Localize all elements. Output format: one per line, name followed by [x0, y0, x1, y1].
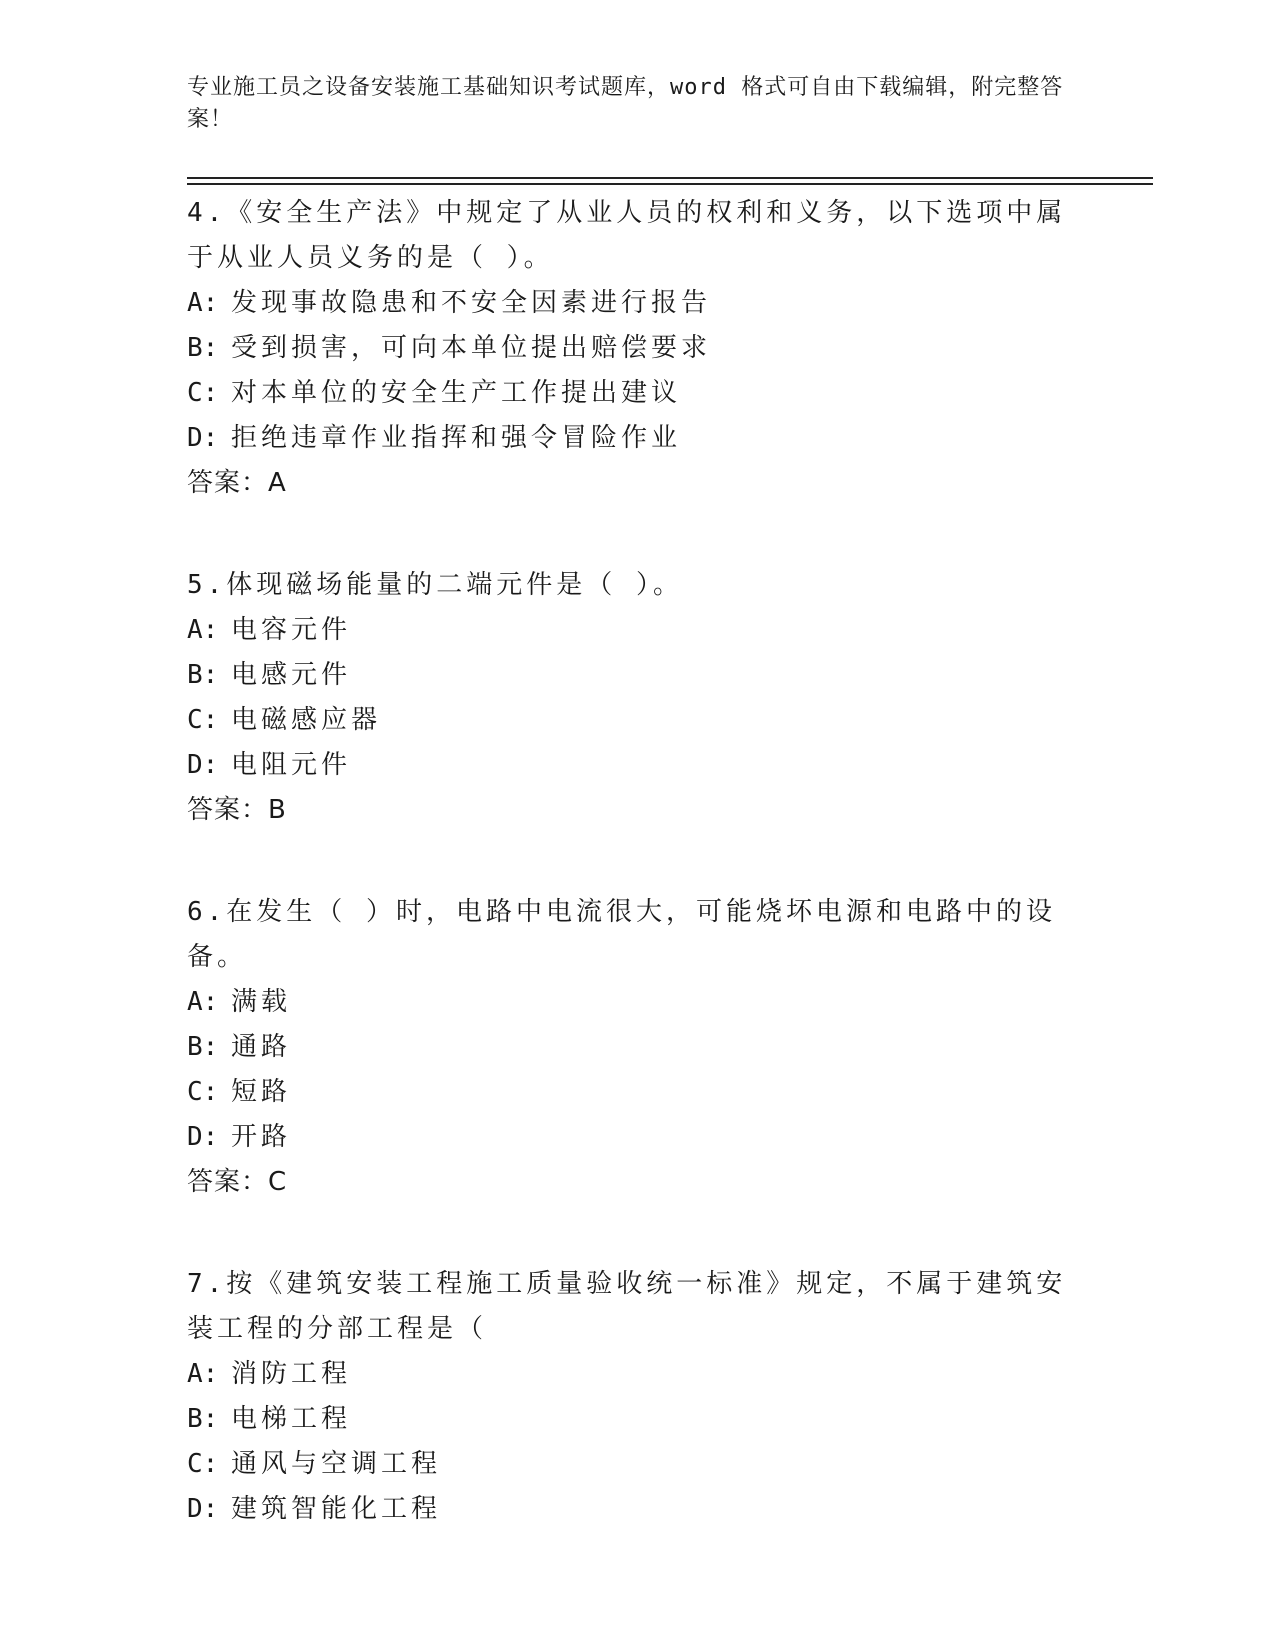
option-text: 拒绝违章作业指挥和强令冒险作业 — [231, 423, 682, 453]
option-letter: C: — [187, 705, 219, 735]
option-letter: D: — [187, 750, 219, 780]
option-letter: A: — [187, 288, 219, 318]
question-text: 5.体现磁场能量的二端元件是（ ）。 — [187, 570, 683, 600]
option-letter: B: — [187, 660, 219, 690]
option-b — [187, 1025, 1087, 1070]
option-letter: A: — [187, 1359, 219, 1389]
option-letter: D: — [187, 423, 219, 453]
option-letter: A: — [187, 987, 219, 1017]
option-b — [187, 1397, 1087, 1442]
option-letter: D: — [187, 1494, 219, 1524]
question-7 — [187, 1262, 1087, 1532]
answer-line: 答案：C — [187, 1167, 288, 1197]
document-header: 专业施工员之设备安装施工基础知识考试题库，word 格式可自由下载编辑，附完整答案！ — [187, 75, 1064, 132]
option-c — [187, 698, 1087, 743]
option-text: 电容元件 — [231, 615, 352, 645]
option-d — [187, 1115, 1087, 1160]
option-text: 通路 — [231, 1032, 292, 1062]
option-a — [187, 1352, 1087, 1397]
option-d — [187, 416, 1087, 461]
option-letter: B: — [187, 1032, 219, 1062]
question-text: 4.《安全生产法》中规定了从业人员的权利和义务，以下选项中属于从业人员义务的是（ ）。 — [187, 198, 1067, 273]
question-text: 6.在发生（ ）时，电路中电流很大，可能烧坏电源和电路中的设备。 — [187, 897, 1056, 972]
option-text: 电梯工程 — [231, 1404, 352, 1434]
option-text: 短路 — [231, 1077, 292, 1107]
option-letter: D: — [187, 1122, 219, 1152]
question-5 — [187, 563, 1087, 833]
option-c — [187, 1070, 1087, 1115]
option-b — [187, 653, 1087, 698]
question-4 — [187, 191, 1087, 506]
option-letter: A: — [187, 615, 219, 645]
option-d — [187, 743, 1087, 788]
question-list — [187, 191, 1087, 1589]
option-text: 电磁感应器 — [231, 705, 382, 735]
question-6 — [187, 890, 1087, 1205]
option-text: 受到损害，可向本单位提出赔偿要求 — [231, 333, 712, 363]
option-text: 对本单位的安全生产工作提出建议 — [231, 378, 682, 408]
option-letter: B: — [187, 1404, 219, 1434]
option-a — [187, 281, 1087, 326]
option-c — [187, 1442, 1087, 1487]
answer-line: 答案：B — [187, 795, 287, 825]
option-c — [187, 371, 1087, 416]
header-rule-bottom — [187, 183, 1153, 185]
option-letter: C: — [187, 378, 219, 408]
option-text: 电感元件 — [231, 660, 352, 690]
option-text: 满载 — [231, 987, 292, 1017]
header-rule-top — [187, 177, 1153, 179]
option-text: 消防工程 — [231, 1359, 352, 1389]
option-text: 电阻元件 — [231, 750, 352, 780]
question-text: 7.按《建筑安装工程施工质量验收统一标准》规定，不属于建筑安装工程的分部工程是（ — [187, 1269, 1067, 1344]
option-d — [187, 1487, 1087, 1532]
option-text: 通风与空调工程 — [231, 1449, 442, 1479]
option-b — [187, 326, 1087, 371]
option-text: 发现事故隐患和不安全因素进行报告 — [231, 288, 712, 318]
option-a — [187, 608, 1087, 653]
option-letter: C: — [187, 1449, 219, 1479]
option-letter: B: — [187, 333, 219, 363]
option-a — [187, 980, 1087, 1025]
option-text: 开路 — [231, 1122, 292, 1152]
option-letter: C: — [187, 1077, 219, 1107]
answer-line: 答案：A — [187, 468, 287, 498]
option-text: 建筑智能化工程 — [231, 1494, 442, 1524]
